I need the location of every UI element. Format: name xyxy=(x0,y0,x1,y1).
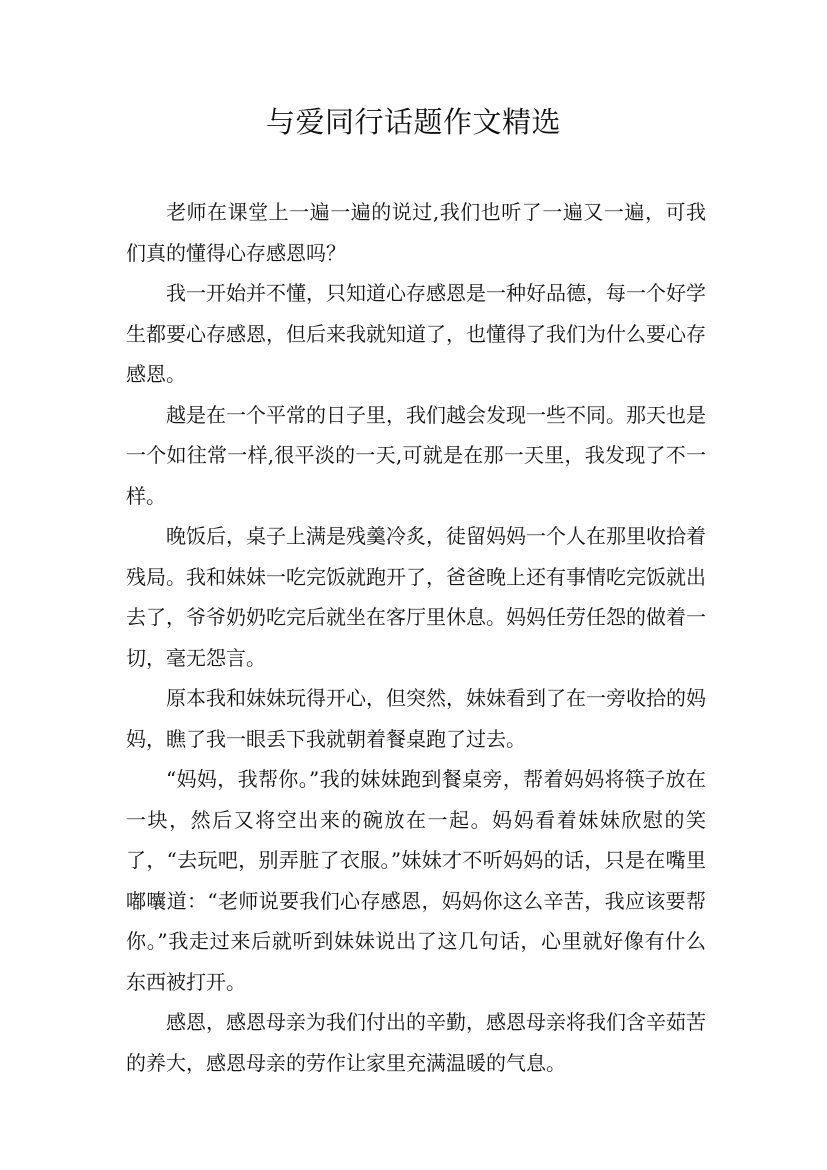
document-title: 与爱同行话题作文精选 xyxy=(265,105,561,139)
paragraph-7: 感恩，感恩母亲为我们付出的辛勤，感恩母亲将我们含辛茹苦的养大，感恩母亲的劳作让家里充满温暖的气息。 xyxy=(126,1010,706,1075)
paragraph-1: 老师在课堂上一遍一遍的说过,我们也听了一遍又一遍，可我们真的懂得心存感恩吗？ xyxy=(126,200,706,265)
paragraph-2: 我一开始并不懂，只知道心存感恩是一种好品德，每一个好学生都要心存感恩，但后来我就知道了，也懂得了我们为什么要心存感恩。 xyxy=(126,281,706,386)
paragraph-3: 越是在一个平常的日子里，我们越会发现一些不同。那天也是一个如往常一样,很平淡的一天,可就是在那一天里，我发现了不一样。 xyxy=(126,402,706,508)
document-body xyxy=(126,192,706,1083)
paragraph-5: 原本我和妹妹玩得开心，但突然，妹妹看到了在一旁收拾的妈妈，瞧了我一眼丢下我就朝着餐桌跑了过去。 xyxy=(126,686,706,751)
paragraph-6: “妈妈，我帮你。”我的妹妹跑到餐桌旁，帮着妈妈将筷子放在一块，然后又将空出来的碗放在一起。妈妈看着妹妹欣慰的笑了，“去玩吧，别弄脏了衣服。”妹妹才不听妈妈的话，只是在嘴里嘟囔道：“老师说要我们心存感恩，妈妈你这么辛苦，我应该要帮你。”我走过来后就听到妹妹说出了这几句话，心里就好像有什么东西被打开。 xyxy=(126,767,706,994)
paragraph-4: 晚饭后，桌子上满是残羹冷炙，徒留妈妈一个人在那里收拾着残局。我和妹妹一吃完饭就跑开了，爸爸晚上还有事情吃完饭就出去了，爷爷奶奶吃完后就坐在客厅里休息。妈妈任劳任怨的做着一切，毫无怨言。 xyxy=(126,524,706,670)
